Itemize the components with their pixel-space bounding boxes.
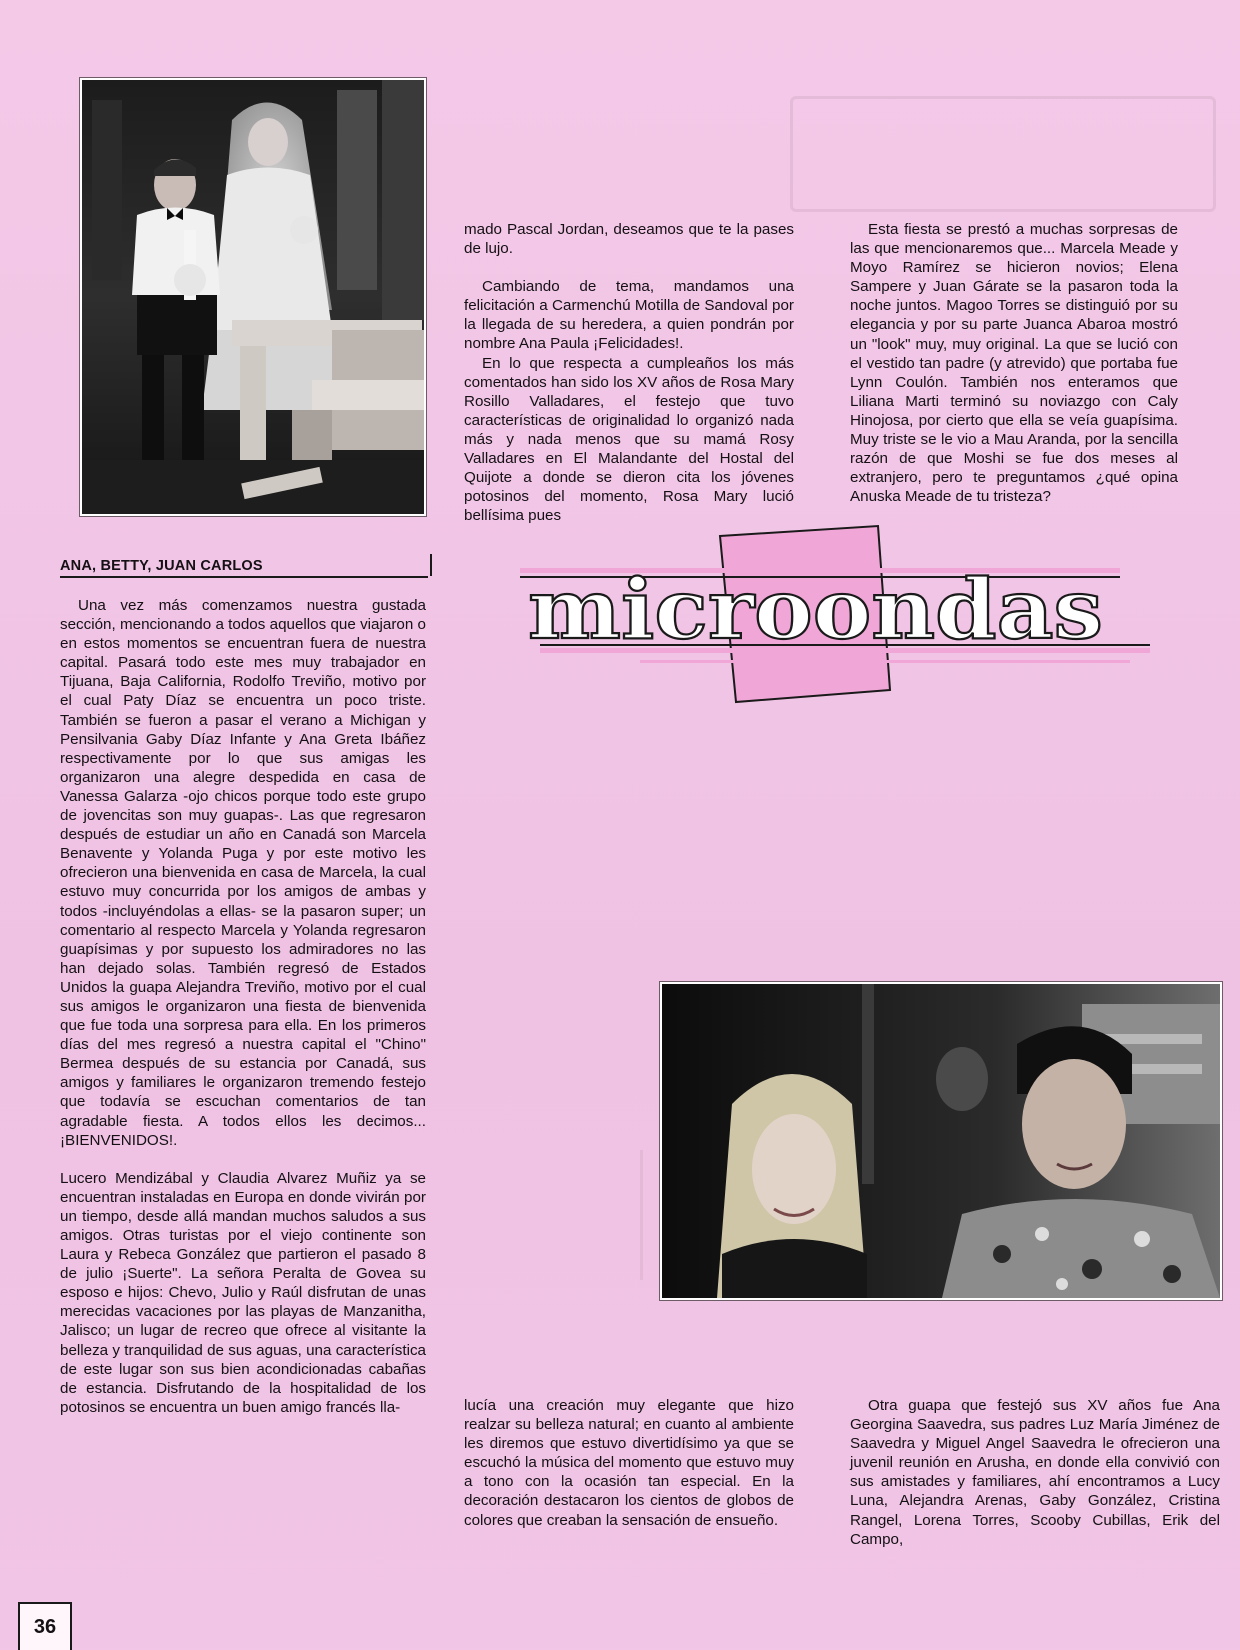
photo-couple bbox=[660, 982, 1222, 1300]
article-column-right-top bbox=[850, 220, 1178, 506]
logo-text: microondas bbox=[528, 562, 1103, 658]
article-column-mid-top bbox=[464, 220, 794, 525]
paragraph: Esta fiesta se prestó a muchas sorpresas de las que mencionaremos que... Marcela Meade y Moyo Ramírez se hicieron novios; Elena Sampere y Juan Gárate se la pasaron toda la noche juntos. Magoo Torres se distinguió por su elegancia y por su parte Juanca Abaroa mostró un "look" muy, muy original. La que se lució con el vestido tan padre (y atrevido) que portaba fue Lynn Coulón. También nos enteramos que Liliana Marti terminó su noviazgo con Caly Hinojosa, por cierto que ella se veía guapísima. Muy triste se le vio a Mau Aranda, por la sencilla razón de que Moshi se fue dos meses al extranjero, pero te preguntamos ¿qué opina Anuska Meade de tu tristeza? bbox=[850, 221, 1178, 506]
paragraph: mado Pascal Jordan, deseamos que te la pases de lujo. bbox=[464, 221, 794, 258]
section-header: ANA, BETTY, JUAN CARLOS bbox=[60, 558, 428, 578]
paragraph: Cambiando de tema, mandamos una felicitación a Carmenchú Motilla de Sandoval por la llegada de su heredera, a quien pondrán por nombre Ana Paula ¡Felicidades!. bbox=[464, 278, 794, 353]
paragraph: Otra guapa que festejó sus XV años fue Ana Georgina Saavedra, sus padres Luz María Jiménez de Saavedra y Miguel Angel Saavedra le ofrecieron una juvenil reunión en Arusha, en donde ella convivió con sus amistades y familiares, ahí encontramos a Lucy Luna, Alejandra Arenas, Gaby González, Cristina Rangel, Lorena Torres, Scooby Cubillas, Erik del Campo, bbox=[850, 1397, 1220, 1548]
paragraph: Una vez más comenzamos nuestra gustada sección, mencionando a todos aquellos que viajaron o en estos momentos se encuentran fuera de nuestra capital. Pasará todo este mes muy trabajador en Tijuana, Baja California, Rodolfo Treviño, motivo por el cual Paty Díaz se encuentra un poco triste. También se fueron a pasar el verano a Michigan y Pensilvania Gaby Díaz Infante y Ana Greta Ibáñez respectivamente por lo que sus amigas les organizaron una alegre despedida en casa de Vanessa Galarza -ojo chicos porque todo este grupo de jovencitas son muy guapas-. Las que regresaron después de estudiar un año en Canadá son Marcela Benavente y Yolanda Puga y por este motivo les ofrecieron una bienvenida en casa de Marcela, la cual estuvo muy concurrida por los amigos de ambas y todos -incluyéndolas a ellas- se la pasaron super; un comentario al respecto Marcela y Yolanda regresaron guapísimas y por supuesto los admiradores no las han dejado solas. También regresó de Estados Unidos la guapa Alejandra Treviño, motivo por el cual sus amigos le organizaron una fiesta de bienvenida que fue toda una sorpresa para ella. En los primeros días del mes regresó a nuestra capital el "Chino" Bermea después de su estancia por Canadá, sus amigos y familiares le organizaron tremendo festejo que todavía se escuchan comentarios de tan agradable fiesta. A todos ellos les decimos... ¡BIENVENIDOS!. bbox=[60, 597, 426, 1149]
microondas-logo bbox=[520, 520, 1150, 710]
paragraph: Lucero Mendizábal y Claudia Alvarez Muñiz ya se encuentran instaladas en Europa en donde vivirán por un tiempo, desde allá mandan muchos saludos a sus amigos. Otras turistas por el viejo continente son Laura y Rebeca González que partieron el pasado 8 de julio ¡Suerte". La señora Peralta de Govea su esposo e hijos: Chevo, Julio y Raúl disfrutan de unas merecidas vacaciones por las playas de Manzanitha, Jalisco; un lugar de recreo que ofrece al visitante la belleza y tranquilidad de sus aguas, una característica de este lugar son sus bien acondicionadas cabañas de estancia. Disfrutando de la hospitalidad de los potosinos se encuentra un buen amigo francés lla- bbox=[60, 1169, 426, 1416]
page-number: 36 bbox=[18, 1602, 72, 1650]
photo-first-communion bbox=[80, 78, 426, 516]
show-through-decoration bbox=[790, 96, 1216, 212]
paragraph: En lo que respecta a cumpleaños los más comentados han sido los XV años de Rosa Mary Rosillo Valladares, el festejo que tuvo características de originalidad lo organizó nada más y nada menos que su mamá Rosy Valladares en El Malandante del Hostal del Quijote a donde se dieron cita los jóvenes potosinos del momento, Rosa Mary lució bellísima pues bbox=[464, 354, 794, 525]
article-column-mid-bottom bbox=[464, 1396, 794, 1530]
paragraph: lucía una creación muy elegante que hizo realzar su belleza natural; en cuanto al ambiente les diremos que estuvo divertidísimo ya que se escuchó la música del momento que estuvo muy a tono con la ocasión tan especial. En la decoración destacaron los cientos de globos de colores que creaban la sensación de ensueño. bbox=[464, 1397, 794, 1529]
article-column-left bbox=[60, 596, 426, 1417]
article-column-right-bottom bbox=[850, 1396, 1220, 1549]
